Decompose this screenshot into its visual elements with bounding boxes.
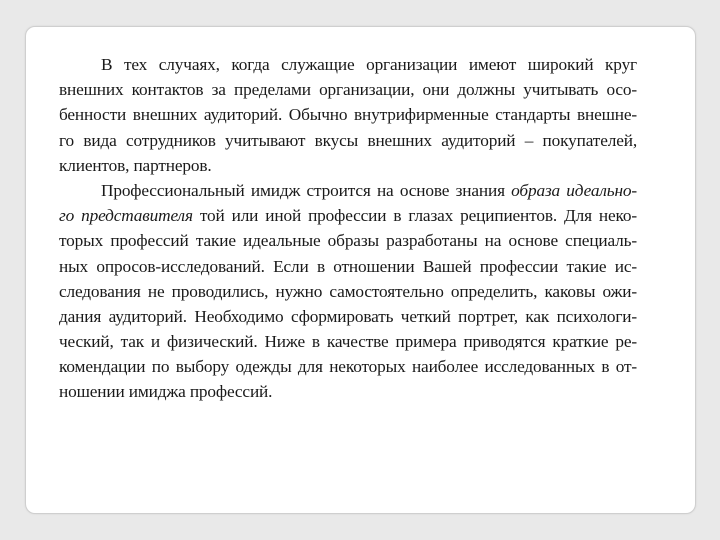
paragraph-2-line-9: ношении имиджа профессий. [59, 382, 273, 402]
paragraph-2-line-4: ных опросов-исследований. Если в отношении Вашей профессии такие ис- [59, 256, 637, 276]
paragraph-2-line-2-text: той или иной профессии в глазах реципиентов. Для неко- [192, 206, 638, 226]
paragraph-1-line-4: го вида сотрудников учитывают вкусы внешних аудиторий – покупателей, [59, 130, 637, 150]
paragraph-2-line-5: следования не проводились, нужно самостоятельно определить, каковы ожи- [59, 281, 637, 301]
paragraph-2-line-2-italic: го представителя [59, 206, 193, 226]
paragraph-2-line-2 [59, 203, 637, 228]
paragraph-2-line-1 [59, 178, 637, 203]
paragraph-1-line-3: бенности внешних аудиторий. Обычно внутрифирменные стандарты внешне- [59, 105, 637, 125]
paragraph-2-line-8: комендации по выбору одежды для некоторых наиболее исследованных в от- [59, 357, 637, 377]
paragraph-2-line-1-italic: образа идеально- [511, 180, 637, 200]
paragraph-2-line-1-text: Профессиональный имидж строится на основе знания [101, 180, 512, 200]
paragraph-2-line-6: дания аудиторий. Необходимо сформировать четкий портрет, как психологи- [59, 306, 637, 326]
paragraph-2-line-7: ческий, так и физический. Ниже в качестве примера приводятся краткие ре- [59, 332, 637, 352]
paragraph-1-line-2: внешних контактов за пределами организации, они должны учитывать осо- [59, 80, 637, 100]
body-text [59, 52, 637, 405]
paragraph-1-line-1: В тех случаях, когда служащие организации имеют широкий круг [101, 55, 637, 74]
paragraph-1-line-5: клиентов, партнеров. [59, 155, 212, 175]
paragraph-2-line-3: торых профессий такие идеальные образы разработаны на основе специаль- [59, 231, 637, 251]
